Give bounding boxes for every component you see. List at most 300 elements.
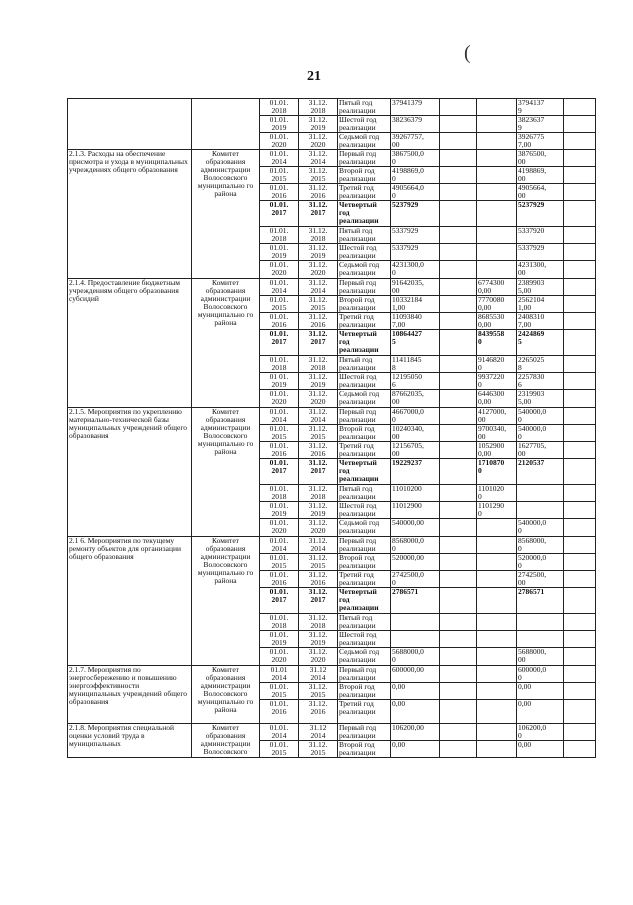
federal-amount xyxy=(440,390,477,408)
period-label: Второй год реализации xyxy=(338,554,391,571)
total-amount: 2742500,0 0 xyxy=(391,571,440,588)
federal-amount xyxy=(440,554,477,571)
local-amount: 2562104 1,00 xyxy=(517,296,564,313)
local-amount: 5337920 xyxy=(517,227,564,244)
end-date: 31.12. 2020 xyxy=(299,261,338,279)
regional-amount xyxy=(477,184,517,201)
federal-amount xyxy=(440,261,477,279)
table-row xyxy=(68,150,596,167)
other-amount xyxy=(564,502,596,519)
table-row xyxy=(68,99,596,116)
period-label: Первый год реализации xyxy=(338,150,391,167)
total-amount: 0,00 xyxy=(391,700,440,724)
period-label: Третий год реализации xyxy=(338,571,391,588)
period-label: Шестой год реализации xyxy=(338,502,391,519)
regional-amount xyxy=(477,537,517,554)
other-amount xyxy=(564,700,596,724)
start-date: 01.01. 2020 xyxy=(260,390,299,408)
other-amount xyxy=(564,537,596,554)
measure-name: 2.1.8. Мероприятия специальной оценки условий труда в муниципальных xyxy=(68,724,192,758)
start-date: 01.01. 2019 xyxy=(260,116,299,133)
end-date: 31.12. 2017 xyxy=(299,330,338,356)
total-amount: 8568000,0 0 xyxy=(391,537,440,554)
local-amount xyxy=(517,485,564,502)
other-amount xyxy=(564,133,596,150)
end-date: 31.12. 2018 xyxy=(299,99,338,116)
federal-amount xyxy=(440,201,477,227)
period-label: Первый год реализации xyxy=(338,408,391,425)
end-date: 31.12. 2016 xyxy=(299,571,338,588)
period-label: Второй год реализации xyxy=(338,425,391,442)
period-label: Третий год реализации xyxy=(338,700,391,724)
local-amount: 600000,0 0 xyxy=(517,666,564,683)
total-amount: 12195050 6 xyxy=(391,373,440,390)
federal-amount xyxy=(440,425,477,442)
period-label: Седьмой год реализации xyxy=(338,519,391,537)
federal-amount xyxy=(440,313,477,330)
federal-amount xyxy=(440,502,477,519)
federal-amount xyxy=(440,184,477,201)
local-amount: 2120537 xyxy=(517,459,564,485)
period-label: Первый год реализации xyxy=(338,537,391,554)
period-label: Первый год реализации xyxy=(338,724,391,741)
end-date: 31.12. 2014 xyxy=(299,279,338,296)
end-date: 31.12. 2014 xyxy=(299,150,338,167)
end-date: 31.12. 2015 xyxy=(299,554,338,571)
local-amount: 5688000, 00 xyxy=(517,648,564,666)
other-amount xyxy=(564,116,596,133)
start-date: 01.01. 2020 xyxy=(260,133,299,150)
end-date: 31.12 2014 xyxy=(299,666,338,683)
regional-amount xyxy=(477,554,517,571)
period-label: Четвертый год реализации xyxy=(338,588,391,614)
start-date: 01.01. 2018 xyxy=(260,356,299,373)
other-amount xyxy=(564,261,596,279)
end-date: 31.12. 2019 xyxy=(299,373,338,390)
other-amount xyxy=(564,390,596,408)
other-amount xyxy=(564,554,596,571)
federal-amount xyxy=(440,150,477,167)
regional-amount: 1101290 0 xyxy=(477,502,517,519)
period-label: Пятый год реализации xyxy=(338,356,391,373)
federal-amount xyxy=(440,485,477,502)
period-label: Третий год реализации xyxy=(338,442,391,459)
end-date: 31.12. 2015 xyxy=(299,425,338,442)
other-amount xyxy=(564,614,596,631)
handwritten-mark: ( xyxy=(464,42,471,64)
other-amount xyxy=(564,666,596,683)
end-date: 31.12. 2015 xyxy=(299,683,338,700)
local-amount: 2742500, 00 xyxy=(517,571,564,588)
regional-amount xyxy=(477,588,517,614)
federal-amount xyxy=(440,244,477,261)
period-label: Четвертый год реализации xyxy=(338,330,391,356)
federal-amount xyxy=(440,724,477,741)
start-date: 01.01. 2016 xyxy=(260,184,299,201)
regional-amount: 1710870 0 xyxy=(477,459,517,485)
other-amount xyxy=(564,648,596,666)
start-date: 01.01. 2018 xyxy=(260,485,299,502)
period-label: Пятый год реализации xyxy=(338,99,391,116)
period-label: Пятый год реализации xyxy=(338,227,391,244)
total-amount: 106200,00 xyxy=(391,724,440,741)
start-date: 01.01. 2014 xyxy=(260,408,299,425)
regional-amount: 9146820 0 xyxy=(477,356,517,373)
regional-amount xyxy=(477,99,517,116)
end-date: 31.12. 2015 xyxy=(299,296,338,313)
period-label: Первый год реализации xyxy=(338,279,391,296)
period-label: Второй год реализации xyxy=(338,741,391,758)
regional-amount: 8439558 0 xyxy=(477,330,517,356)
local-amount: 2389903 5,00 xyxy=(517,279,564,296)
total-amount: 19229237 xyxy=(391,459,440,485)
federal-amount xyxy=(440,296,477,313)
federal-amount xyxy=(440,442,477,459)
other-amount xyxy=(564,724,596,741)
total-amount: 87662035, 00 xyxy=(391,390,440,408)
local-amount: 3926775 7,00 xyxy=(517,133,564,150)
local-amount: 4198869, 00 xyxy=(517,167,564,184)
local-amount: 540000,0 0 xyxy=(517,408,564,425)
regional-amount: 6446300 0,00 xyxy=(477,390,517,408)
federal-amount xyxy=(440,373,477,390)
end-date: 31.12. 2017 xyxy=(299,588,338,614)
period-label: Первый год реализации xyxy=(338,666,391,683)
page-number: 21 xyxy=(307,69,321,84)
other-amount xyxy=(564,227,596,244)
local-amount: 8568000, 0 xyxy=(517,537,564,554)
measure-name: 2.1.7. Мероприятия по энергосбережению и повышению энергоэффективности муниципальных учреждений общего образования xyxy=(68,666,192,724)
total-amount: 38236379 xyxy=(391,116,440,133)
regional-amount: 6774300 0,00 xyxy=(477,279,517,296)
start-date: 01.01. 2019 xyxy=(260,631,299,648)
period-label: Седьмой год реализации xyxy=(338,390,391,408)
total-amount: 4905664,0 0 xyxy=(391,184,440,201)
total-amount: 11093840 7,00 xyxy=(391,313,440,330)
end-date: 31.12. 2020 xyxy=(299,133,338,150)
total-amount xyxy=(391,614,440,631)
federal-amount xyxy=(440,683,477,700)
end-date: 31.12. 2016 xyxy=(299,700,338,724)
start-date: 01.01. 2016 xyxy=(260,700,299,724)
total-amount: 11010200 xyxy=(391,485,440,502)
local-amount: 0,00 xyxy=(517,683,564,700)
total-amount: 11411845 8 xyxy=(391,356,440,373)
total-amount: 600000,00 xyxy=(391,666,440,683)
federal-amount xyxy=(440,666,477,683)
start-date: 01.01. 2019 xyxy=(260,502,299,519)
end-date: 31.12. 2017 xyxy=(299,201,338,227)
federal-amount xyxy=(440,227,477,244)
executor: Комитет образования администрации Волосовского муниципально го района xyxy=(192,537,260,666)
measure-name: 2.1.5. Мероприятия по укреплению материально-технической базы муниципальных учреждений общего образования xyxy=(68,408,192,537)
regional-amount xyxy=(477,519,517,537)
other-amount xyxy=(564,683,596,700)
executor: Комитет образования администрации Волосовского xyxy=(192,724,260,758)
other-amount xyxy=(564,425,596,442)
regional-amount xyxy=(477,201,517,227)
end-date: 31.12. 2014 xyxy=(299,408,338,425)
other-amount xyxy=(564,356,596,373)
start-date: 01.01. 2017 xyxy=(260,588,299,614)
start-date: 01.01. 2015 xyxy=(260,296,299,313)
local-amount: 540000,0 0 xyxy=(517,519,564,537)
other-amount xyxy=(564,485,596,502)
regional-amount: 9700340, 00 xyxy=(477,425,517,442)
regional-amount xyxy=(477,133,517,150)
regional-amount xyxy=(477,741,517,758)
federal-amount xyxy=(440,614,477,631)
regional-amount xyxy=(477,227,517,244)
start-date: 01.01. 2015 xyxy=(260,683,299,700)
regional-amount xyxy=(477,571,517,588)
start-date: 01.01. 2017 xyxy=(260,459,299,485)
end-date: 31.12. 2015 xyxy=(299,741,338,758)
end-date: 31.12. 2018 xyxy=(299,485,338,502)
total-amount: 3867500,0 0 xyxy=(391,150,440,167)
total-amount: 10332184 1,00 xyxy=(391,296,440,313)
other-amount xyxy=(564,373,596,390)
period-label: Седьмой год реализации xyxy=(338,648,391,666)
period-label: Шестой год реализации xyxy=(338,244,391,261)
regional-amount xyxy=(477,683,517,700)
start-date: 01.01. 2020 xyxy=(260,519,299,537)
total-amount: 5337929 xyxy=(391,227,440,244)
start-date: 01.01. 2018 xyxy=(260,614,299,631)
local-amount: 520000,0 0 xyxy=(517,554,564,571)
regional-amount xyxy=(477,244,517,261)
period-label: Четвертый год реализации xyxy=(338,459,391,485)
local-amount: 0,00 xyxy=(517,700,564,724)
total-amount: 11012900 xyxy=(391,502,440,519)
other-amount xyxy=(564,167,596,184)
start-date: 01 01. 2019 xyxy=(260,373,299,390)
start-date: 01.01. 2015 xyxy=(260,554,299,571)
end-date: 31.12. 2017 xyxy=(299,459,338,485)
table-row xyxy=(68,724,596,741)
total-amount: 4667000,0 0 xyxy=(391,408,440,425)
local-amount: 3876500, 00 xyxy=(517,150,564,167)
end-date: 31.12. 2019 xyxy=(299,116,338,133)
other-amount xyxy=(564,201,596,227)
period-label: Седьмой год реализации xyxy=(338,133,391,150)
executor: Комитет образования администрации Волосовского муниципально го района xyxy=(192,666,260,724)
local-amount: 4905664, 00 xyxy=(517,184,564,201)
executor xyxy=(192,99,260,150)
regional-amount xyxy=(477,167,517,184)
end-date: 31.12 2014 xyxy=(299,724,338,741)
local-amount: 3823637 9 xyxy=(517,116,564,133)
executor: Комитет образования администрации Волосовского муниципально го района xyxy=(192,150,260,279)
end-date: 31.12. 2016 xyxy=(299,184,338,201)
local-amount: 2408310 7,00 xyxy=(517,313,564,330)
local-amount: 5337929 xyxy=(517,244,564,261)
start-date: 01.01. 2019 xyxy=(260,244,299,261)
other-amount xyxy=(564,741,596,758)
local-amount xyxy=(517,502,564,519)
regional-amount: 7770080 0,00 xyxy=(477,296,517,313)
federal-amount xyxy=(440,537,477,554)
end-date: 31.12. 2020 xyxy=(299,390,338,408)
other-amount xyxy=(564,99,596,116)
local-amount: 0,00 xyxy=(517,741,564,758)
start-date: 01.01. 2014 xyxy=(260,150,299,167)
other-amount xyxy=(564,571,596,588)
other-amount xyxy=(564,519,596,537)
period-label: Второй год реализации xyxy=(338,167,391,184)
period-label: Шестой год реализации xyxy=(338,631,391,648)
federal-amount xyxy=(440,279,477,296)
total-amount: 0,00 xyxy=(391,741,440,758)
period-label: Третий год реализации xyxy=(338,184,391,201)
federal-amount xyxy=(440,330,477,356)
end-date: 31.12. 2019 xyxy=(299,631,338,648)
other-amount xyxy=(564,588,596,614)
federal-amount xyxy=(440,167,477,184)
start-date: 01.01. 2017 xyxy=(260,330,299,356)
end-date: 31.12. 2018 xyxy=(299,356,338,373)
end-date: 31.12. 2018 xyxy=(299,227,338,244)
regional-amount: 8685530 0,00 xyxy=(477,313,517,330)
regional-amount: 9937220 0 xyxy=(477,373,517,390)
local-amount: 5237929 xyxy=(517,201,564,227)
local-amount: 1627705, 00 xyxy=(517,442,564,459)
regional-amount: 4127000, 00 xyxy=(477,408,517,425)
period-label: Шестой год реализации xyxy=(338,373,391,390)
total-amount: 2786571 xyxy=(391,588,440,614)
start-date: 01.01. 2014 xyxy=(260,724,299,741)
period-label: Пятый год реализации xyxy=(338,485,391,502)
start-date: 01.01. 2014 xyxy=(260,537,299,554)
local-amount: 2319903 5,00 xyxy=(517,390,564,408)
period-label: Второй год реализации xyxy=(338,683,391,700)
other-amount xyxy=(564,408,596,425)
local-amount: 3794137 9 xyxy=(517,99,564,116)
other-amount xyxy=(564,459,596,485)
other-amount xyxy=(564,631,596,648)
federal-amount xyxy=(440,133,477,150)
period-label: Третий год реализации xyxy=(338,313,391,330)
local-amount xyxy=(517,614,564,631)
start-date: 01.01. 2016 xyxy=(260,571,299,588)
federal-amount xyxy=(440,356,477,373)
start-date: 01.01. 2020 xyxy=(260,648,299,666)
table-row xyxy=(68,408,596,425)
table-row xyxy=(68,537,596,554)
total-amount xyxy=(391,631,440,648)
other-amount xyxy=(564,313,596,330)
start-date: 01.01. 2020 xyxy=(260,261,299,279)
start-date: 01.01 2014 xyxy=(260,666,299,683)
start-date: 01.01. 2015 xyxy=(260,741,299,758)
total-amount: 12156705, 00 xyxy=(391,442,440,459)
other-amount xyxy=(564,184,596,201)
regional-amount xyxy=(477,261,517,279)
federal-amount xyxy=(440,571,477,588)
federal-amount xyxy=(440,700,477,724)
start-date: 01.01. 2018 xyxy=(260,227,299,244)
total-amount: 10864427 5 xyxy=(391,330,440,356)
local-amount: 2786571 xyxy=(517,588,564,614)
executor: Комитет образования администрации Волосовского муниципально го района xyxy=(192,408,260,537)
federal-amount xyxy=(440,741,477,758)
other-amount xyxy=(564,330,596,356)
federal-amount xyxy=(440,99,477,116)
start-date: 01.01. 2015 xyxy=(260,167,299,184)
local-amount: 4231300, 00 xyxy=(517,261,564,279)
end-date: 31.12. 2019 xyxy=(299,502,338,519)
total-amount: 5337929 xyxy=(391,244,440,261)
end-date: 31.12. 2014 xyxy=(299,537,338,554)
local-amount: 2257830 6 xyxy=(517,373,564,390)
end-date: 31.12. 2020 xyxy=(299,519,338,537)
total-amount: 5237929 xyxy=(391,201,440,227)
start-date: 01.01. 2016 xyxy=(260,313,299,330)
period-label: Седьмой год реализации xyxy=(338,261,391,279)
start-date: 01.01. 2015 xyxy=(260,425,299,442)
executor: Комитет образования администрации Волосовского муниципально го района xyxy=(192,279,260,408)
federal-amount xyxy=(440,631,477,648)
federal-amount xyxy=(440,459,477,485)
start-date: 01.01. 2018 xyxy=(260,99,299,116)
other-amount xyxy=(564,296,596,313)
measure-name: 2.1.3. Расходы на обеспечение присмотра и ухода в муниципальных учреждениях общего образования xyxy=(68,150,192,279)
start-date: 01.01. 2014 xyxy=(260,279,299,296)
federal-amount xyxy=(440,648,477,666)
regional-amount xyxy=(477,724,517,741)
end-date: 31.12. 2016 xyxy=(299,313,338,330)
regional-amount xyxy=(477,648,517,666)
start-date: 01.01. 2016 xyxy=(260,442,299,459)
end-date: 31.12. 2015 xyxy=(299,167,338,184)
total-amount: 0,00 xyxy=(391,683,440,700)
other-amount xyxy=(564,442,596,459)
measure-name xyxy=(68,99,192,150)
local-amount: 540000,0 0 xyxy=(517,425,564,442)
federal-amount xyxy=(440,116,477,133)
regional-amount xyxy=(477,116,517,133)
period-label: Второй год реализации xyxy=(338,296,391,313)
total-amount: 4198869,0 0 xyxy=(391,167,440,184)
start-date: 01.01. 2017 xyxy=(260,201,299,227)
measure-name: 2.1.4. Предоставление бюджетным учреждениям общего образования субсидий xyxy=(68,279,192,408)
total-amount: 37941379 xyxy=(391,99,440,116)
other-amount xyxy=(564,150,596,167)
period-label: Пятый год реализации xyxy=(338,614,391,631)
period-label: Четвертый год реализации xyxy=(338,201,391,227)
federal-amount xyxy=(440,408,477,425)
federal-amount xyxy=(440,519,477,537)
local-amount: 2265025 8 xyxy=(517,356,564,373)
period-label: Шестой год реализации xyxy=(338,116,391,133)
table-row xyxy=(68,279,596,296)
local-amount xyxy=(517,631,564,648)
table-row xyxy=(68,666,596,683)
regional-amount xyxy=(477,150,517,167)
regional-amount xyxy=(477,614,517,631)
measure-name: 2.1 6. Мероприятия по текущему ремонту объектов для организации общего образования xyxy=(68,537,192,666)
total-amount: 520000,00 xyxy=(391,554,440,571)
other-amount xyxy=(564,244,596,261)
total-amount: 91642035, 00 xyxy=(391,279,440,296)
other-amount xyxy=(564,279,596,296)
regional-amount xyxy=(477,700,517,724)
end-date: 31.12. 2016 xyxy=(299,442,338,459)
local-amount: 2424869 5 xyxy=(517,330,564,356)
total-amount: 39267757, 00 xyxy=(391,133,440,150)
regional-amount: 1101020 0 xyxy=(477,485,517,502)
regional-amount: 1052900 0,00 xyxy=(477,442,517,459)
